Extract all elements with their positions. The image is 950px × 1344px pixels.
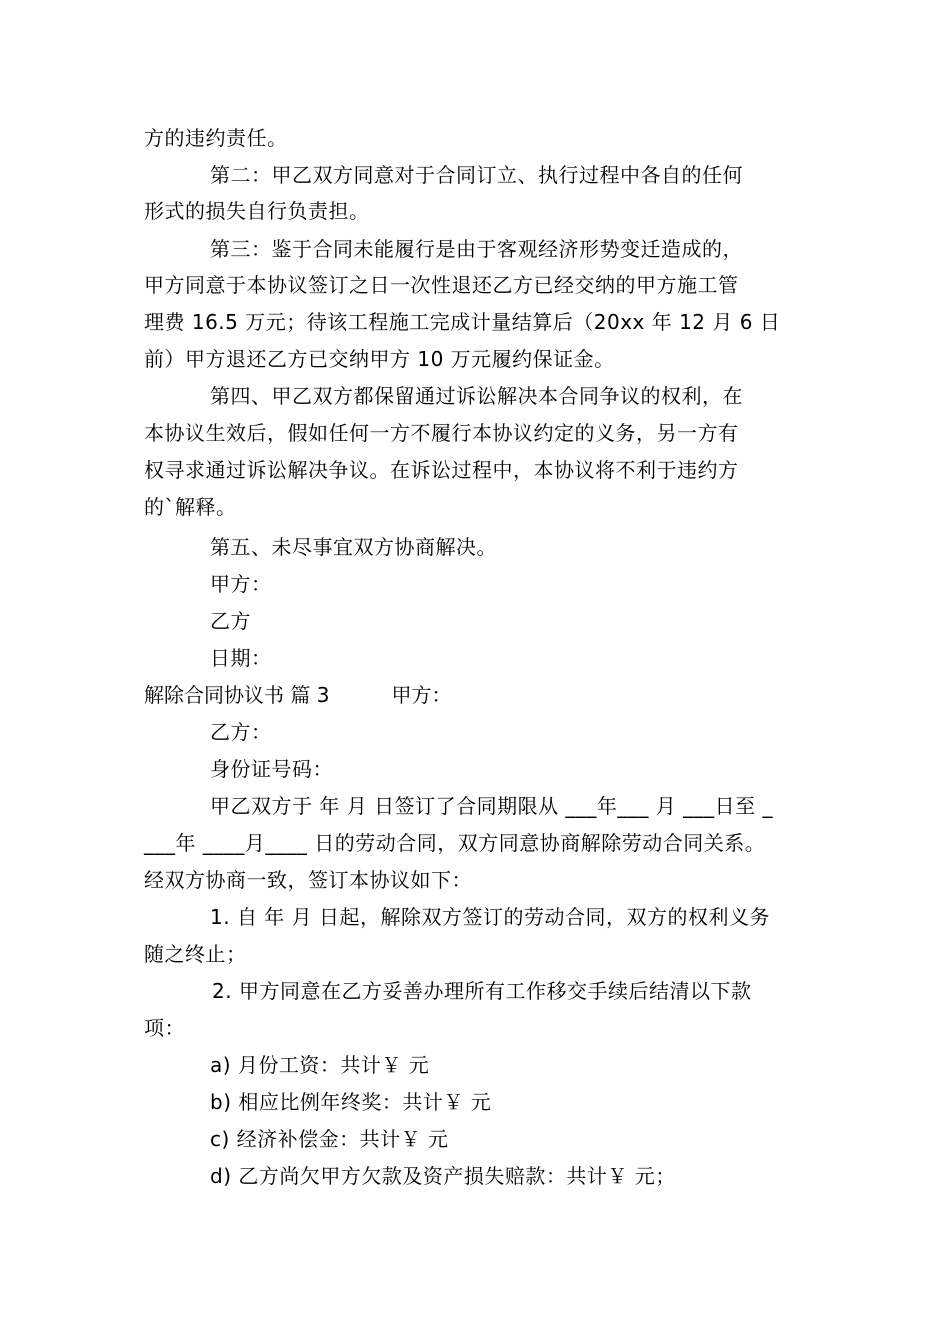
agreement-intro-line: 经双方协商一致，签订本协议如下： — [144, 868, 472, 892]
item-1-line-2: 随之终止； — [144, 942, 247, 966]
payment-item-b: b) 相应比例年终奖：共计￥ 元 — [210, 1090, 492, 1114]
clause-2-line-2: 形式的损失自行负责担。 — [144, 199, 370, 223]
payment-item-d: d) 乙方尚欠甲方欠款及资产损失赔款：共计￥ 元； — [210, 1164, 676, 1188]
clause-4-line-2: 本协议生效后，假如任何一方不履行本协议约定的义务，另一方有 — [144, 421, 739, 445]
clause-4-line-1: 第四、甲乙双方都保留通过诉讼解决本合同争议的权利，在 — [210, 384, 743, 408]
item-2-line-1: 2. 甲方同意在乙方妥善办理所有工作移交手续后结清以下款 — [212, 979, 752, 1003]
clause-4-line-4: 的`解释。 — [144, 495, 237, 519]
clause-3-line-2: 甲方同意于本协议签订之日一次性退还乙方已经交纳的甲方施工管 — [144, 273, 739, 297]
payment-item-a: a) 月份工资：共计￥ 元 — [210, 1053, 430, 1077]
item-1-line-1: 1. 自 年 月 日起，解除双方签订的劳动合同，双方的权利义务 — [210, 905, 771, 929]
section-heading — [144, 682, 451, 708]
section-title: 解除合同协议书 篇 3 — [144, 683, 330, 707]
payment-item-c: c) 经济补偿金：共计￥ 元 — [210, 1127, 449, 1151]
item-2-line-2: 项： — [144, 1016, 185, 1040]
paragraph-line: 方的违约责任。 — [144, 126, 288, 150]
contract-term-line-1: 甲乙双方于 年 月 日签订了合同期限从 ___年___ 月 ___日至 _ — [210, 794, 774, 818]
id-number-label: 身份证号码： — [210, 757, 333, 781]
party-b-label: 乙方 — [210, 609, 251, 633]
clause-3-line-4: 前）甲方退还乙方已交纳甲方 10 万元履约保证金。 — [144, 347, 615, 371]
clause-5-line: 第五、未尽事宜双方协商解决。 — [210, 535, 497, 559]
date-label: 日期： — [210, 646, 272, 670]
party-a-label: 甲方： — [210, 572, 272, 596]
party-b-label-2: 乙方： — [210, 720, 272, 744]
clause-3-line-3: 理费 16.5 万元；待该工程施工完成计量结算后（20xx 年 12 月 6 日 — [144, 310, 781, 334]
contract-term-line-2: ___年 ____月____ 日的劳动合同，双方同意协商解除劳动合同关系。 — [144, 831, 766, 855]
clause-4-line-3: 权寻求通过诉讼解决争议。在诉讼过程中，本协议将不利于违约方 — [144, 458, 739, 482]
clause-2-line-1: 第二：甲乙双方同意对于合同订立、执行过程中各自的任何 — [210, 163, 743, 187]
section-party-a-label: 甲方： — [391, 683, 452, 707]
clause-3-line-1: 第三：鉴于合同未能履行是由于客观经济形势变迁造成的， — [210, 237, 743, 261]
